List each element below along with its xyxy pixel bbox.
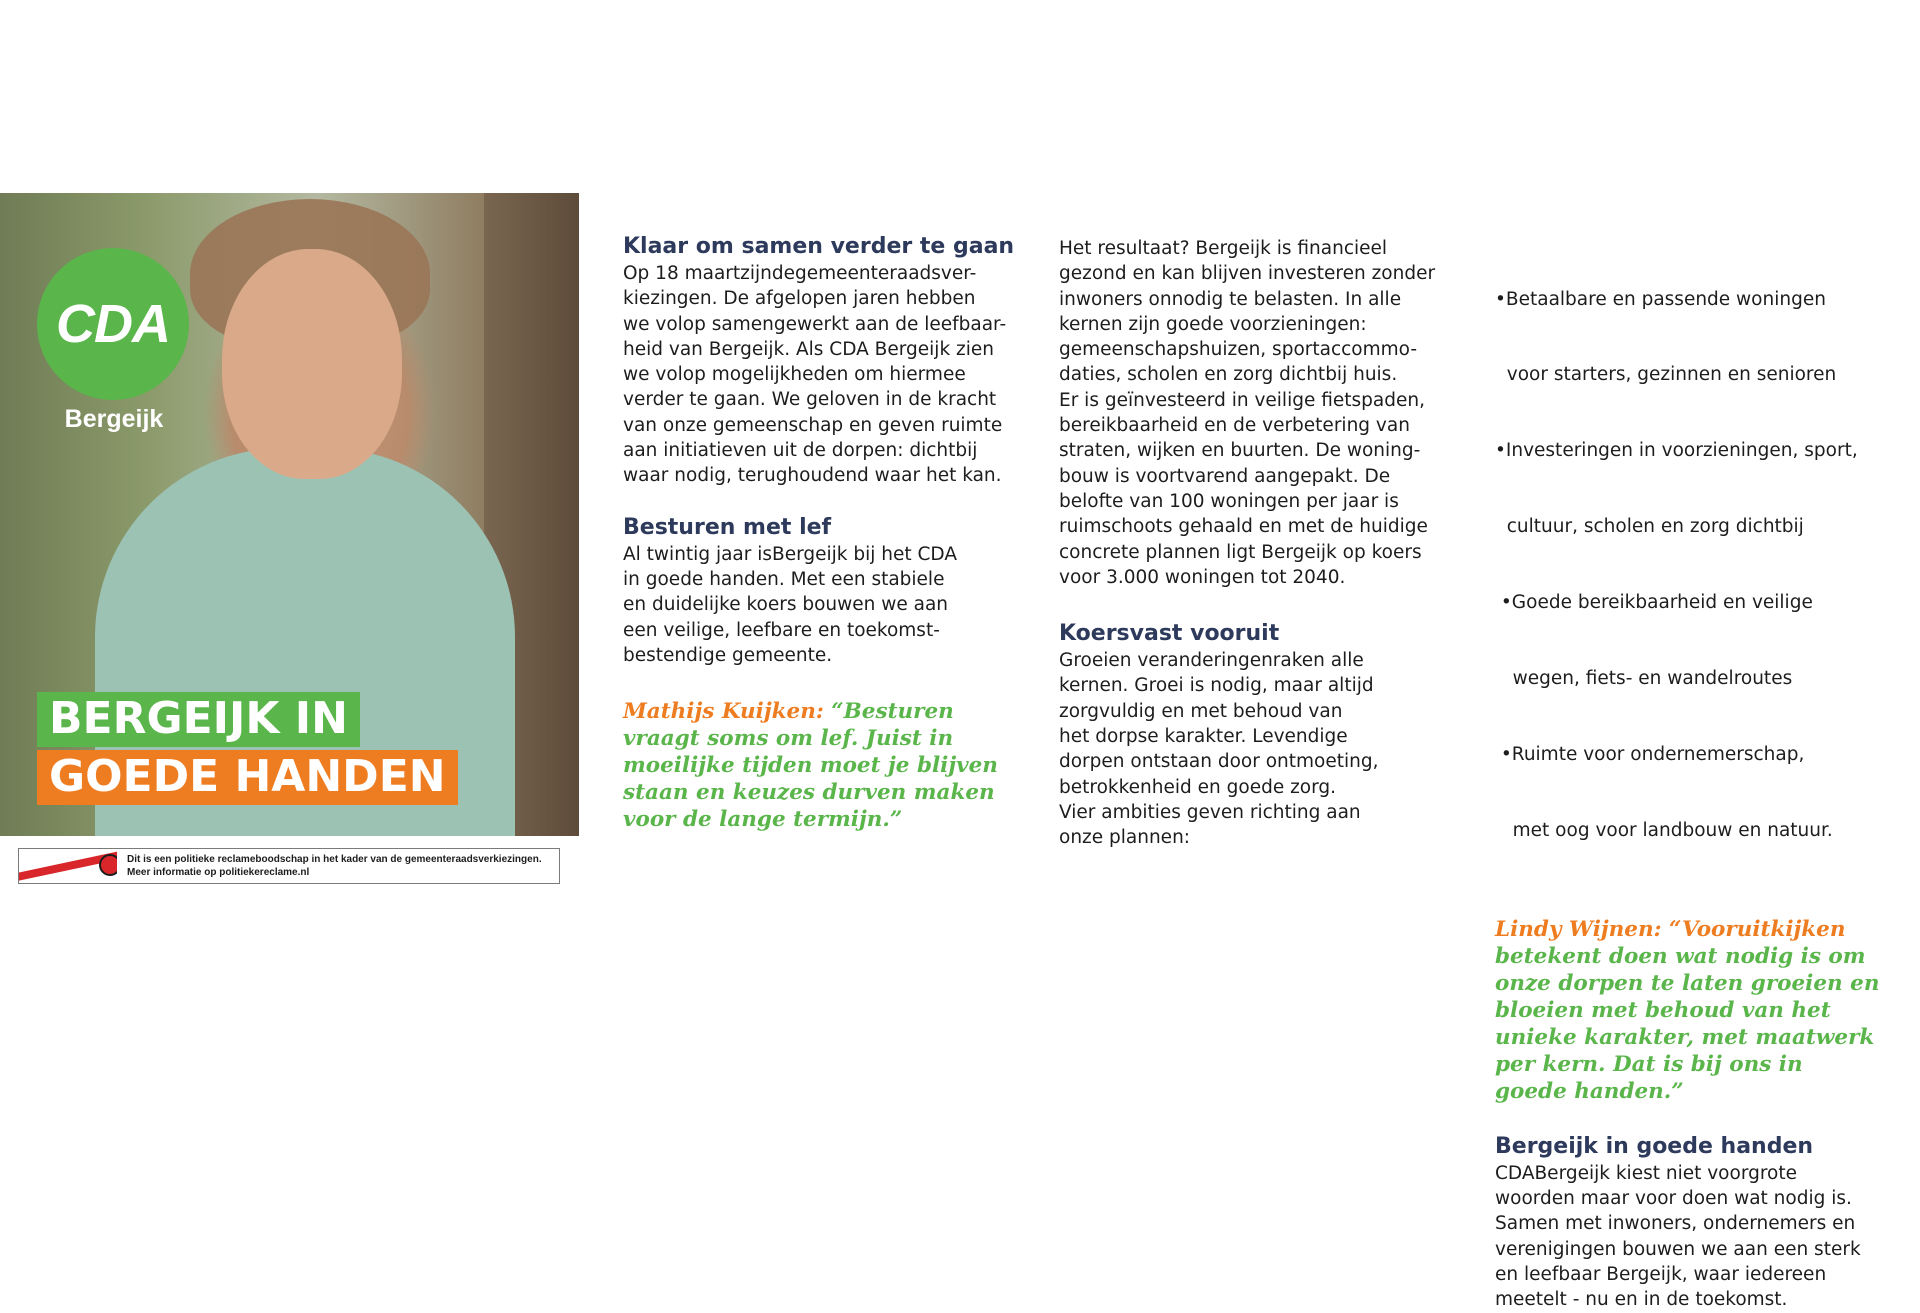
text-column-2 (1059, 236, 1479, 851)
heading-klaar: Klaar om samen verder te gaan (623, 234, 1015, 259)
list-item: •Betaalbare en passende woningen (1495, 288, 1826, 310)
text-line: onze plannen: (1059, 827, 1191, 849)
text-line: gemeenschapshuizen, sportaccommo- (1059, 339, 1417, 361)
heading-goede-handen: Bergeijk in goede handen (1495, 1133, 1814, 1159)
quote-author: Mathijs Kuijken: (623, 699, 824, 725)
text-line: kiezingen. De afgelopen jaren hebben (623, 288, 976, 310)
text-line: ruimschoots gehaald en met de huidige (1059, 516, 1428, 538)
quote-line: onze dorpen te laten groeien en (1495, 970, 1880, 996)
quote-line: bloeien met behoud van het (1495, 997, 1831, 1023)
candidate-face (222, 249, 402, 479)
text-line: Het resultaat? Bergeijk is financieel (1059, 238, 1388, 259)
text-line: CDABergeijk kiest niet voorgrote (1495, 1162, 1797, 1184)
paragraph-intro (623, 261, 1043, 489)
heading-koersvast: Koersvast vooruit (1059, 621, 1280, 647)
cda-logo-subtitle: Bergeijk (64, 405, 164, 433)
text-line: van onze gemeenschap en geven ruimte (623, 414, 1003, 436)
text-line: bouw is voortvarend aangepakt. De (1059, 465, 1391, 487)
list-item: met oog voor landbouw en natuur. (1495, 819, 1833, 841)
quote-line: “Besturen (831, 699, 954, 725)
quote-line: vraagt soms om lef. Juist in (623, 726, 954, 752)
text-line: heid van Bergeijk. Als CDA Bergeijk zien (623, 338, 994, 360)
quote-line: betekent doen wat nodig is om (1495, 943, 1866, 969)
list-item: wegen, fiets- en wandelroutes (1495, 668, 1793, 690)
text-line: Samen met inwoners, ondernemers en (1495, 1213, 1856, 1235)
text-line: dorpen ontstaan door ontmoeting, (1059, 751, 1379, 773)
text-line: concrete plannen ligt Bergeijk op koers (1059, 541, 1422, 563)
paragraph-besturen (623, 542, 993, 668)
text-line: kernen zijn goede voorzieningen: (1059, 313, 1367, 335)
paragraph-resultaat (1059, 236, 1479, 590)
text-line: daties, scholen en zorg dichtbij huis. (1059, 364, 1398, 386)
quote-line: per kern. Dat is bij ons in (1495, 1051, 1803, 1077)
disclaimer-line-1: Dit is een politieke reclameboodschap in het kader van de gemeenteraadsverkiezingen. (127, 853, 542, 865)
text-line: kernen. Groei is nodig, maar altijd (1059, 675, 1374, 697)
ambitions-list (1495, 236, 1905, 894)
text-line: gezond en kan blijven investeren zonder (1059, 263, 1436, 285)
quote-line: “Vooruitkijken (1669, 916, 1846, 942)
text-line: straten, wijken en buurten. De woning- (1059, 440, 1421, 462)
text-line: het dorpse karakter. Levendige (1059, 726, 1348, 748)
cda-logo (37, 248, 189, 400)
quote-line: voor de lange termijn.” (623, 807, 903, 833)
quote-line: goede handen.” (1495, 1078, 1684, 1104)
disclaimer-logo-icon (19, 849, 117, 883)
quote-mathijs (623, 698, 1013, 833)
text-line: aan initiatieven uit de dorpen: dichtbij (623, 440, 978, 462)
disclaimer-text (127, 853, 542, 880)
slogan-line-1: BERGEIJK IN (37, 692, 360, 747)
text-line: waar nodig, terughoudend waar het kan. (623, 465, 1002, 487)
text-line: bestendige gemeente. (623, 644, 833, 666)
text-line: verder te gaan. We geloven in de kracht (623, 389, 997, 411)
political-ad-disclaimer (18, 848, 560, 884)
text-line: verenigingen bouwen we aan een sterk (1495, 1238, 1861, 1260)
text-column-1 (623, 233, 1043, 833)
text-line: bereikbaarheid en de verbetering van (1059, 415, 1410, 437)
slogan-line-2: GOEDE HANDEN (37, 750, 458, 805)
text-line: Vier ambities geven richting aan (1059, 801, 1361, 823)
text-line: Groeien veranderingenraken alle (1059, 650, 1364, 672)
text-column-3 (1495, 236, 1905, 1313)
text-line: betrokkenheid en goede zorg. (1059, 776, 1337, 798)
text-line: Er is geïnvesteerd in veilige fietspaden, (1059, 389, 1425, 411)
text-line: in goede handen. Met een stabiele (623, 568, 945, 590)
text-line: Al twintig jaar isBergeijk bij het CDA (623, 543, 958, 565)
text-line: en leefbaar Bergeijk, waar iedereen (1495, 1263, 1827, 1285)
heading-besturen: Besturen met lef (623, 514, 832, 540)
text-line: en duidelijke koers bouwen we aan (623, 594, 949, 616)
quote-lindy (1495, 916, 1905, 1105)
list-item: •Goede bereikbaarheid en veilige (1495, 592, 1813, 614)
text-line: inwoners onnodig te belasten. In alle (1059, 288, 1402, 310)
cda-logo-text: CDA (56, 294, 170, 354)
text-line: een veilige, leefbare en toekomst- (623, 619, 940, 641)
text-line: we volop samengewerkt aan de leefbaar- (623, 313, 1007, 335)
campaign-photo (0, 193, 579, 836)
text-line: meetelt - nu en in de toekomst. (1495, 1289, 1788, 1311)
quote-line: unieke karakter, met maatwerk (1495, 1024, 1875, 1050)
list-item: cultuur, scholen en zorg dichtbij (1495, 516, 1804, 538)
quote-author: Lindy Wijnen: (1495, 916, 1662, 942)
text-line: zorgvuldig en met behoud van (1059, 700, 1343, 722)
text-line: Op 18 maartzijndegemeenteraadsver- (623, 263, 977, 284)
list-item: •Investeringen in voorzieningen, sport, (1495, 440, 1858, 462)
text-line: we volop mogelijkheden om hiermee (623, 364, 966, 386)
text-line: woorden maar voor doen wat nodig is. (1495, 1188, 1852, 1210)
disclaimer-line-2: Meer informatie op politiekereclame.nl (127, 867, 310, 878)
paragraph-koersvast (1059, 648, 1479, 850)
text-line: belofte van 100 woningen per jaar is (1059, 490, 1399, 512)
list-item: •Ruimte voor ondernemerschap, (1495, 743, 1805, 765)
quote-line: moeilijke tijden moet je blijven (623, 753, 998, 779)
list-item: voor starters, gezinnen en senioren (1495, 364, 1837, 386)
quote-line: staan en keuzes durven maken (623, 780, 995, 806)
paragraph-goede-handen (1495, 1161, 1905, 1313)
text-line: voor 3.000 woningen tot 2040. (1059, 566, 1346, 588)
